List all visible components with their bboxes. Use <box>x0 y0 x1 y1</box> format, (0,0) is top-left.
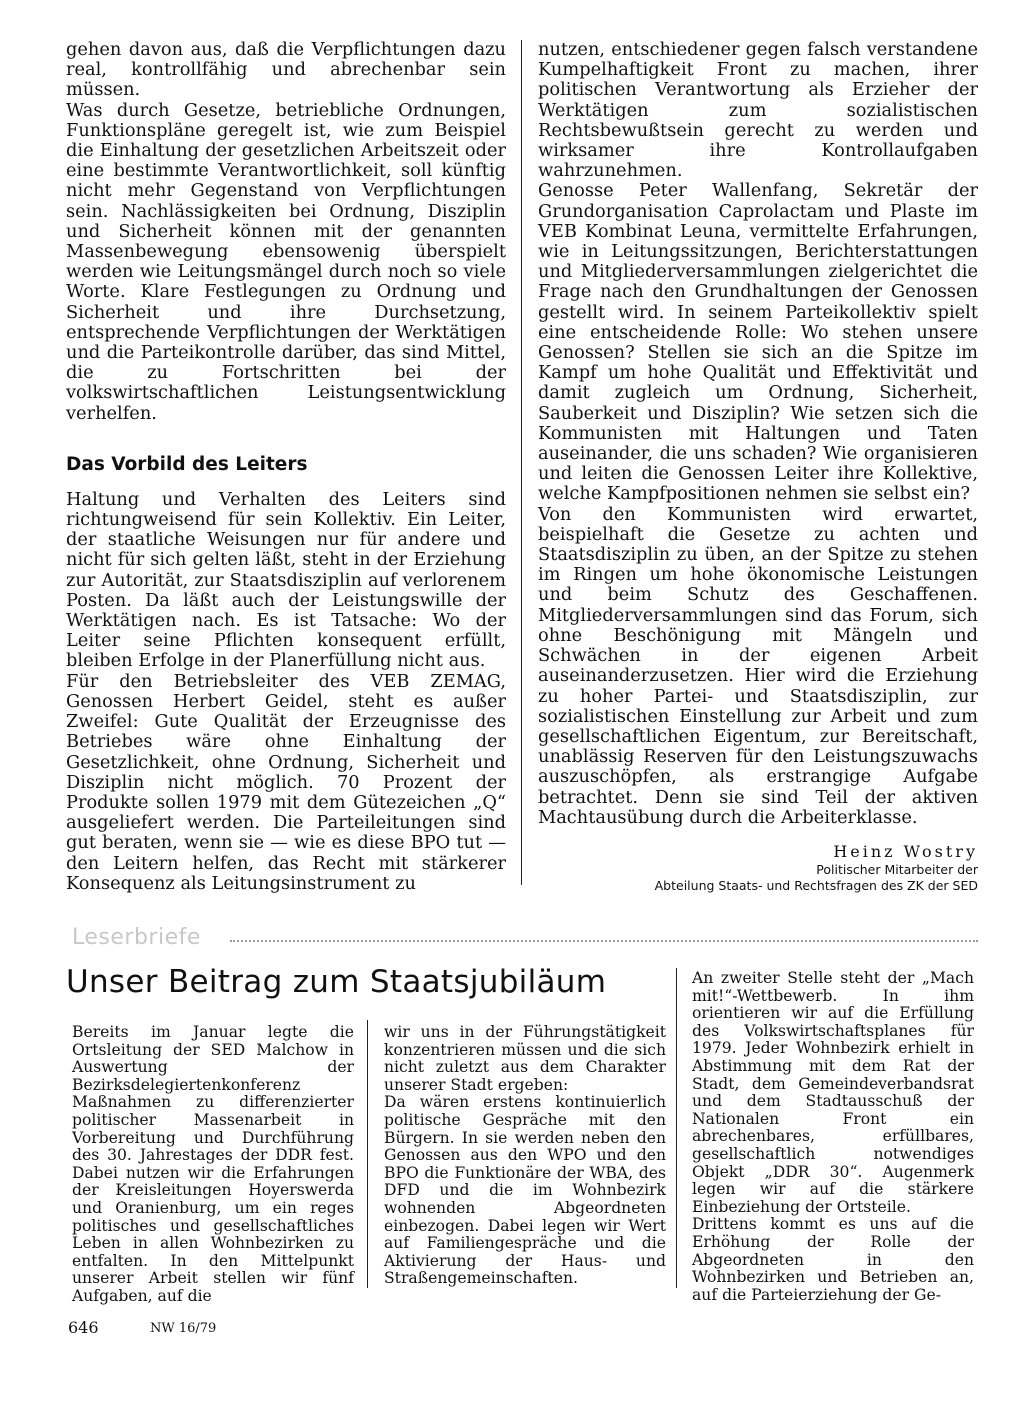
paragraph: nutzen, entschiedener gegen falsch verstandene Kumpelhaftigkeit Front zu machen, ihrer politischen Verantwortung als Erzieher der Werktätigen zum sozialistischen Rechtsbewußtsein gerecht zu werden und wirksamer ihre Kontrollaufgaben wahrzunehmen. <box>538 39 978 182</box>
paragraph: Haltung und Verhalten des Leiters sind richtungweisend für sein Kollektiv. Ein Leiter, der staatliche Weisungen nur für andere und nicht für sich gelten läßt, steht in der Erziehung zur Autorität, zur Staatsdisziplin auf verlorenem Posten. Da läßt auch der Leistungswille der Werktätigen nach. Es ist Tatsache: Wo der Leiter seine Pflichten konsequent erfüllt, bleiben Erfolge in der Planerfüllung nicht aus. <box>66 488 506 672</box>
paragraph: Von den Kommunisten wird erwartet, beispielhaft die Gesetze zu achten und Staatsdisziplin zu üben, an der Spitze zu stehen im Ringen um hohe ökonomische Leistungen und beim Schutz des Geschaffenen. Mitgliederversammlungen sind das Forum, sich ohne Beschönigung mit Mängeln und Schwächen in der eigenen Arbeit auseinanderzusetzen. Hier wird die Erziehung zu hoher Partei- und Staatsdisziplin, zur sozialistischen Einstellung zur Arbeit und zum gesellschaftlichen Eigentum, zur Bereitschaft, unablässig Reserven für den Leistungszuwachs auszuschöpfen, als erstrangige Aufgabe betrachtet. Denn sie sind Teil der aktiven Machtausübung durch die Arbeiterklasse. <box>538 503 978 828</box>
author-department: Abteilung Staats- und Rechtsfragen des ZK der SED <box>654 877 978 893</box>
paragraph: gehen davon aus, daß die Verpflichtungen dazu real, kontrollfähig und abrechenbar sein müssen. <box>66 39 506 101</box>
author-name: Heinz Wostry <box>833 841 978 861</box>
author-signature <box>538 842 978 894</box>
paragraph: Für den Betriebsleiter des VEB ZEMAG, Genossen Herbert Geidel, steht es außer Zweifel: Gute Qualität der Erzeugnisse des Betriebes wäre ohne Einhaltung der Gesetzlichkeit, ohne Ordnung, Sicherheit und Disziplin nicht möglich. 70 Prozent der Produkte sollen 1979 mit dem Gütezeichen „Q“ ausgeliefert werden. Die Parteileitungen sind gut beraten, wenn sie — wie es diese BPO tut — den Leitern helfen, das Recht mit stärkerer Konsequenz als Leitungsinstrument zu <box>66 670 506 894</box>
author-role: Politischer Mitarbeiter der <box>816 861 978 877</box>
article-column-right <box>538 40 978 894</box>
section-divider <box>230 940 978 942</box>
paragraph: Bereits im Januar legte die Ortsleitung der SED Malchow in Auswertung der Bezirksdelegiertenkonferenz Maßnahmen zu differenzierter politischer Massenarbeit in Vorbereitung und Durchführung des 30. Jahrestages der DDR fest. Dabei nutzen wir die Erfahrungen der Kreisleitungen Hoyerswerda und Oranienburg, um ein reges politisches und gesellschaftliches Leben in allen Wohnbezirken zu entfalten. In den Mittelpunkt unserer Arbeit stellen wir fünf Aufgaben, auf die <box>72 1023 354 1305</box>
paragraph: Genosse Peter Wallenfang, Sekretär der Grundorganisation Caprolactam und Plaste im VEB Kombinat Leuna, vermittelte Erfahrungen, wie in Leitungssitzungen, Berichterstattungen und Mitgliederversammlungen zielgerichtet die Frage nach den Grundhaltungen der Genossen gestellt wird. In seinem Parteikollektiv spielt eine entscheidende Rolle: Wo stehen unsere Genossen? Stellen sie sich an die Spitze im Kampf um hohe Qualität und Effektivität und damit zugleich um Ordnung, Sicherheit, Sauberkeit und Disziplin? Wie setzen sich die Kommunisten mit Haltungen und Taten auseinander, die uns schaden? Wie organisieren und leiten die Genossen Leiter ihre Kollektive, welche Kampfpositionen nehmen sie selbst ein? <box>538 180 978 505</box>
letter-column-2 <box>384 1024 666 1288</box>
section-label: Leserbriefe <box>72 925 201 950</box>
column-divider <box>367 1020 368 1288</box>
subheading: Das Vorbild des Leiters <box>66 453 308 475</box>
letter-column-3 <box>692 970 974 1304</box>
paragraph: Da wären erstens kontinuierlich politische Gespräche mit den Bürgern. In sie werden neben den Genossen aus den WPO und den BPO die Funktionäre der WBA, des DFD und die im Wohnbezirk wohnenden Abgeordneten einbezogen. Dabei legen wir Wert auf Familiengespräche und die Aktivierung der Haus- und Straßengemeinschaften. <box>384 1093 666 1288</box>
letter-column-1 <box>72 1024 354 1306</box>
article-column-left <box>66 40 506 894</box>
paragraph: wir uns in der Führungstätigkeit konzentrieren müssen und die sich nicht zuletzt aus dem Charakter unserer Stadt ergeben: <box>384 1023 666 1094</box>
paragraph: Drittens kommt es uns auf die Erhöhung der Rolle der Abgeordneten in den Wohnbezirken und Betrieben an, auf die Parteierziehung der Ge- <box>692 1215 974 1304</box>
column-divider <box>676 968 677 1288</box>
column-divider <box>521 40 522 885</box>
paragraph: An zweiter Stelle steht der „Mach mit!“-Wettbewerb. In ihm orientieren wir auf die Erfüllung des Volkswirtschaftsplanes für 1979. Jeder Wohnbezirk erhielt in Abstimmung mit dem Rat der Stadt, dem Gemeindeverbandsrat und dem Stadtausschuß der Nationalen Front ein abrechenbares, erfüllbares, gesellschaftlich notwendiges Objekt „DDR 30“. Augenmerk legen wir auf die stärkere Einbeziehung der Ortsteile. <box>692 969 974 1216</box>
issue-reference: NW 16/79 <box>150 1321 217 1336</box>
page-number: 646 <box>68 1318 99 1337</box>
article-headline: Unser Beitrag zum Staatsjubiläum <box>66 964 607 1000</box>
paragraph: Was durch Gesetze, betriebliche Ordnungen, Funktionspläne geregelt ist, wie zum Beispiel die Einhaltung der gesetzlichen Arbeitszeit oder eine bestimmte Verantwortlichkeit, soll künftig nicht mehr Gegenstand von Verpflichtungen sein. Nachlässigkeiten bei Ordnung, Disziplin und Sicherheit können mit der genannten Massenbewegung ebensowenig überspielt werden wie Leitungsmängel durch noch so viele Worte. Klare Festlegungen zu Ordnung und Sicherheit und ihre Durchsetzung, entsprechende Verpflichtungen der Werktätigen und die Parteikontrolle darüber, das sind Mittel, die zu Fortschritten bei der volkswirtschaftlichen Leistungsentwicklung verhelfen. <box>66 99 506 424</box>
